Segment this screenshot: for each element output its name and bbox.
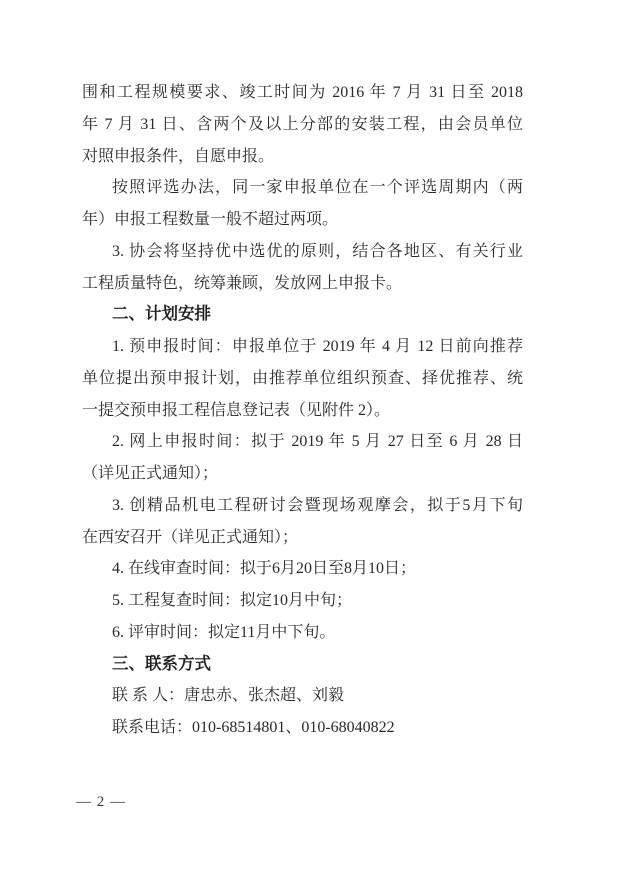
text-line: 按照评选办法，同一家申报单位在一个评选周期内（两 bbox=[112, 179, 523, 197]
text-line: 6. 评审时间：拟定11月中下旬。 bbox=[112, 623, 336, 641]
text-line: 联 系 人：唐忠赤、张杰超、刘毅 bbox=[112, 687, 345, 705]
page-number: — 2 — bbox=[76, 794, 126, 810]
text-line: 1. 预申报时间：申报单位于 2019 年 4 月 12 日前向推荐 bbox=[112, 338, 523, 355]
text-line: 对照申报条件，自愿申报。 bbox=[82, 147, 275, 165]
text-line: 2. 网上申报时间：拟于 2019 年 5 月 27 日至 6 月 28 日 bbox=[112, 433, 523, 451]
text-line: 3. 协会将坚持优中选优的原则，结合各地区、有关行业 bbox=[112, 242, 523, 260]
text-line: 围和工程规模要求、竣工时间为 2016 年 7 月 31 日至 2018 bbox=[82, 84, 523, 101]
text-line: 工程质量特色，统筹兼顾，发放网上申报卡。 bbox=[82, 274, 403, 292]
section-heading: 二、计划安排 bbox=[112, 305, 211, 324]
document-body bbox=[82, 77, 523, 744]
text-line: 一提交预申报工程信息登记表（见附件 2）。 bbox=[82, 401, 391, 419]
section-heading: 三、联系方式 bbox=[112, 654, 211, 673]
text-line: （详见正式通知）； bbox=[82, 465, 219, 482]
text-line: 在西安召开（详见正式通知）； bbox=[82, 528, 299, 546]
text-line: 5. 工程复查时间：拟定10月中旬； bbox=[112, 592, 353, 609]
text-line: 年）申报工程数量一般不超过两项。 bbox=[82, 211, 339, 228]
text-line: 单位提出预申报计划，由推荐单位组织预查、择优推荐、统 bbox=[82, 369, 523, 387]
text-line: 4. 在线审查时间：拟于6月20日至8月10日； bbox=[112, 560, 417, 578]
text-line: 年 7 月 31 日、含两个及以上分部的安装工程，由会员单位 bbox=[82, 115, 523, 133]
text-line: 联系电话：010-68514801、010-68040822 bbox=[112, 719, 395, 736]
text-line: 3. 创精品机电工程研讨会暨现场观摩会，拟于5月下旬 bbox=[112, 496, 523, 514]
